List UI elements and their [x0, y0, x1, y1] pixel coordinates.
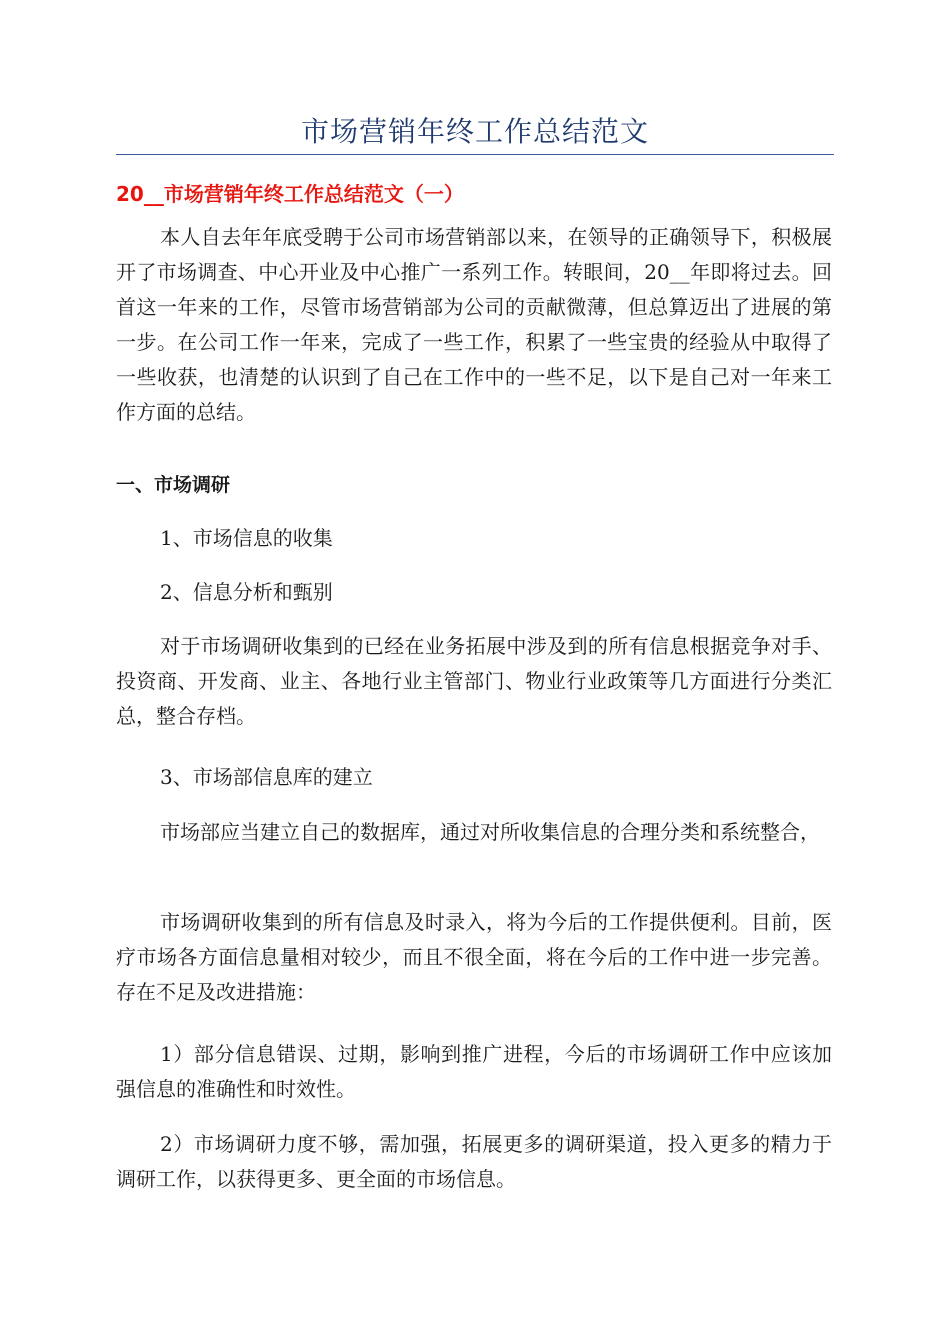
title-underline [116, 154, 834, 155]
document-title: 市场营销年终工作总结范文 [300, 115, 649, 148]
item-2: 2、信息分析和甄别 [160, 580, 333, 604]
record-paragraph: 市场调研收集到的所有信息及时录入，将为今后的工作提供便利。目前，医疗市场各方面信息量相对较少，而且不很全面，将在今后的工作中进一步完善。存在不足及改进措施： [116, 910, 832, 1004]
intro-paragraph: 本人自去年年底受聘于公司市场营销部以来，在领导的正确领导下，积极展开了市场调查、中心开业及中心推广一系列工作。转眼间，20__年即将过去。回首这一年来的工作，尽管市场营销部为公司的贡献微薄，但总算迈出了进展的第一步。在公司工作一年来，完成了一些工作，积累了一些宝贵的经验从中取得了一些收获，也清楚的认识到了自己在工作中的一些不足，以下是自己对一年来工作方面的总结。 [116, 225, 832, 424]
section-heading: 20__市场营销年终工作总结范文（一） [116, 182, 464, 206]
item-3: 3、市场部信息库的建立 [160, 765, 373, 789]
issue-2-paragraph: 2）市场调研力度不够，需加强，拓展更多的调研渠道，投入更多的精力于调研工作，以获得更多、更全面的市场信息。 [116, 1132, 832, 1191]
database-paragraph: 市场部应当建立自己的数据库，通过对所收集信息的合理分类和系统整合， [160, 820, 820, 844]
analysis-paragraph: 对于市场调研收集到的已经在业务拓展中涉及到的所有信息根据竞争对手、投资商、开发商、业主、各地行业主管部门、物业行业政策等几方面进行分类汇总，整合存档。 [116, 634, 832, 728]
item-1: 1、市场信息的收集 [160, 526, 333, 550]
part1-heading: 一、市场调研 [116, 474, 231, 496]
issue-1-paragraph: 1）部分信息错误、过期，影响到推广进程，今后的市场调研工作中应该加强信息的准确性和时效性。 [116, 1042, 832, 1101]
